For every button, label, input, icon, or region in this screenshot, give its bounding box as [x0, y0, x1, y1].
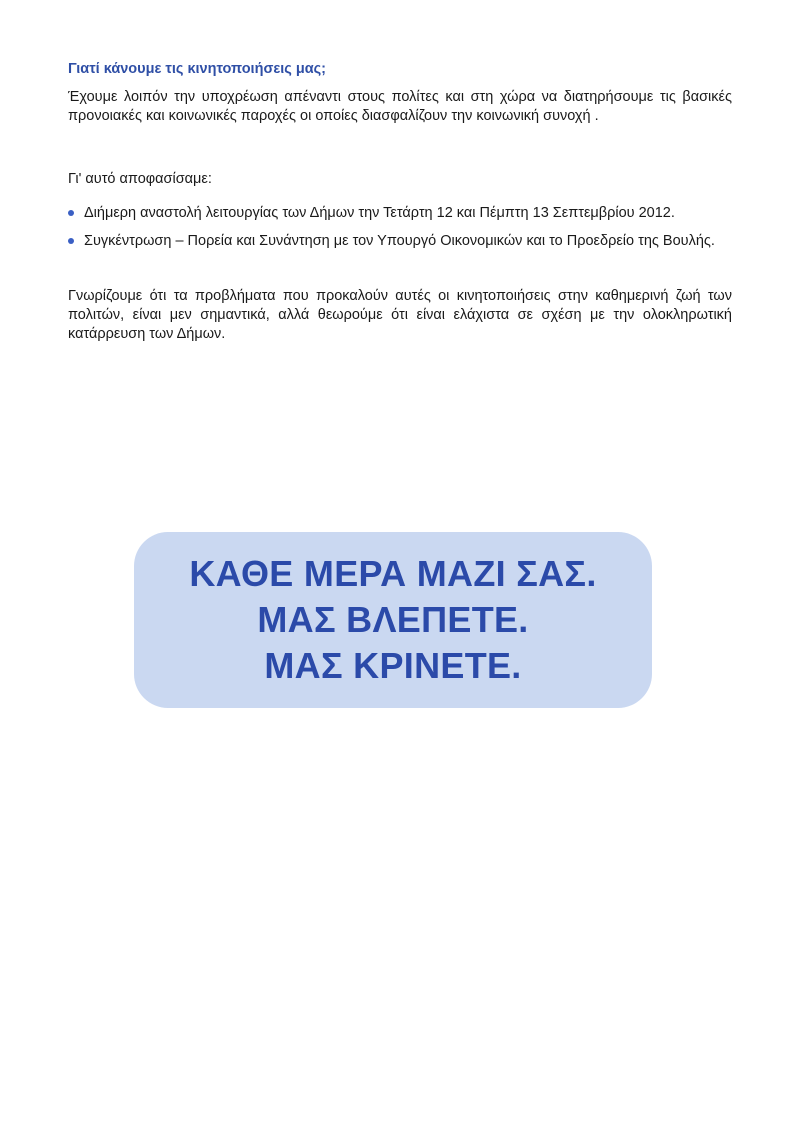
section-heading: Γιατί κάνουμε τις κινητοποιήσεις μας; — [68, 61, 326, 77]
list-item-text: Συγκέντρωση – Πορεία και Συνάντηση με τον Υπουργό Οικονομικών και το Προεδρείο της Βουλής. — [84, 232, 715, 249]
list-item-text: Διήμερη αναστολή λειτουργίας των Δήμων την Τετάρτη 12 και Πέμπτη 13 Σεπτεμβρίου 2012. — [84, 204, 675, 221]
decision-label: Γι' αυτό αποφασίσαμε: — [68, 171, 212, 187]
bullet-dot-icon — [68, 238, 74, 244]
list-item — [68, 204, 732, 223]
slogan-line: ΜΑΣ ΒΛΕΠΕΤΕ. — [257, 599, 529, 640]
slogan-banner — [134, 532, 652, 708]
slogan-line: ΚΑΘΕ ΜΕΡΑ ΜΑΖΙ ΣΑΣ. — [189, 553, 597, 594]
document-body — [68, 60, 732, 344]
slogan-line: ΜΑΣ ΚΡΙΝΕΤΕ. — [264, 645, 522, 686]
intro-paragraph: Έχουμε λοιπόν την υποχρέωση απέναντι στους πολίτες και στη χώρα να διατηρήσουμε τις βασικές προνοιακές και κοινωνικές παροχές οι οποίες διασφαλίζουν την κοινωνική συνοχή . — [68, 89, 732, 124]
bullet-dot-icon — [68, 210, 74, 216]
list-item — [68, 232, 732, 251]
closing-paragraph: Γνωρίζουμε ότι τα προβλήματα που προκαλούν αυτές οι κινητοποιήσεις στην καθημερινή ζωή των πολιτών, είναι μεν σημαντικά, αλλά θεωρούμε ότι είναι ελάχιστα σε σχέση με την ολοκληρωτική κατάρρευση των Δήμων. — [68, 287, 732, 342]
decision-list — [68, 204, 732, 251]
